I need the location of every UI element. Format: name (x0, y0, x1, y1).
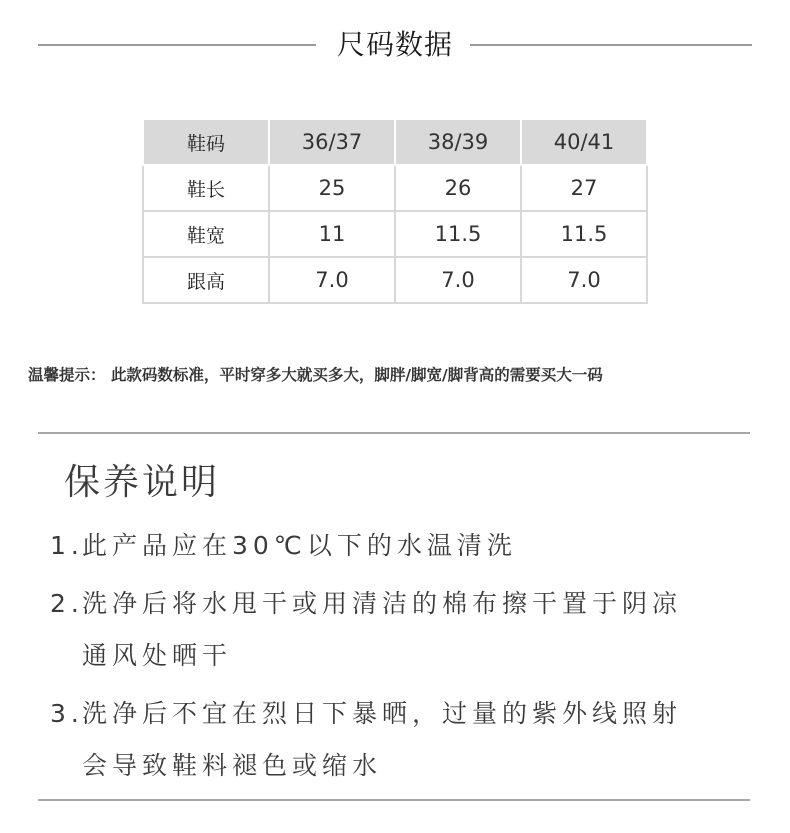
table-cell: 11 (269, 211, 395, 257)
column-header-size-40-41: 40/41 (521, 119, 647, 165)
care-item-2 (50, 578, 750, 682)
care-item-text: 洗净后将水甩干或用清洁的棉布擦干置于阴凉 (82, 589, 683, 618)
care-item-text: 洗净后不宜在烈日下暴晒，过量的紫外线照射 (82, 699, 683, 728)
table-cell: 7.0 (269, 257, 395, 303)
header-divider-right (470, 44, 752, 46)
page-title: 尺码数据 (336, 28, 453, 61)
care-item-number: 3. (50, 699, 84, 728)
row-label-width: 鞋宽 (143, 211, 269, 257)
size-table (142, 118, 648, 304)
table-cell: 26 (395, 165, 521, 211)
care-item-number: 2. (50, 589, 84, 618)
table-cell: 7.0 (521, 257, 647, 303)
table-cell: 27 (521, 165, 647, 211)
table-cell: 11.5 (521, 211, 647, 257)
section-divider-top (38, 432, 750, 434)
table-cell: 7.0 (395, 257, 521, 303)
row-label-heel-height: 跟高 (143, 257, 269, 303)
section-header (38, 22, 752, 68)
section-divider-bottom (38, 799, 750, 801)
care-title: 保养说明 (64, 462, 221, 503)
care-item-3 (50, 688, 750, 792)
care-item-1 (50, 520, 750, 572)
column-header-size-36-37: 36/37 (269, 119, 395, 165)
table-row-heel-height (143, 257, 647, 303)
table-row-length (143, 165, 647, 211)
column-header-shoe-size: 鞋码 (143, 119, 269, 165)
care-item-text: 此产品应在30℃以下的水温清洗 (82, 531, 517, 560)
size-tip: 温馨提示： 此款码数标准，平时穿多大就买多大，脚胖/脚宽/脚背高的需要买大一码 (28, 366, 603, 384)
table-cell: 11.5 (395, 211, 521, 257)
care-instructions-list (50, 520, 750, 792)
table-header-row (143, 119, 647, 165)
table-cell: 25 (269, 165, 395, 211)
care-item-number: 1. (50, 531, 84, 560)
care-item-text-continued: 通风处晒干 (82, 641, 233, 670)
row-label-length: 鞋长 (143, 165, 269, 211)
column-header-size-38-39: 38/39 (395, 119, 521, 165)
table-row-width (143, 211, 647, 257)
care-item-text-continued: 会导致鞋料褪色或缩水 (82, 751, 383, 780)
